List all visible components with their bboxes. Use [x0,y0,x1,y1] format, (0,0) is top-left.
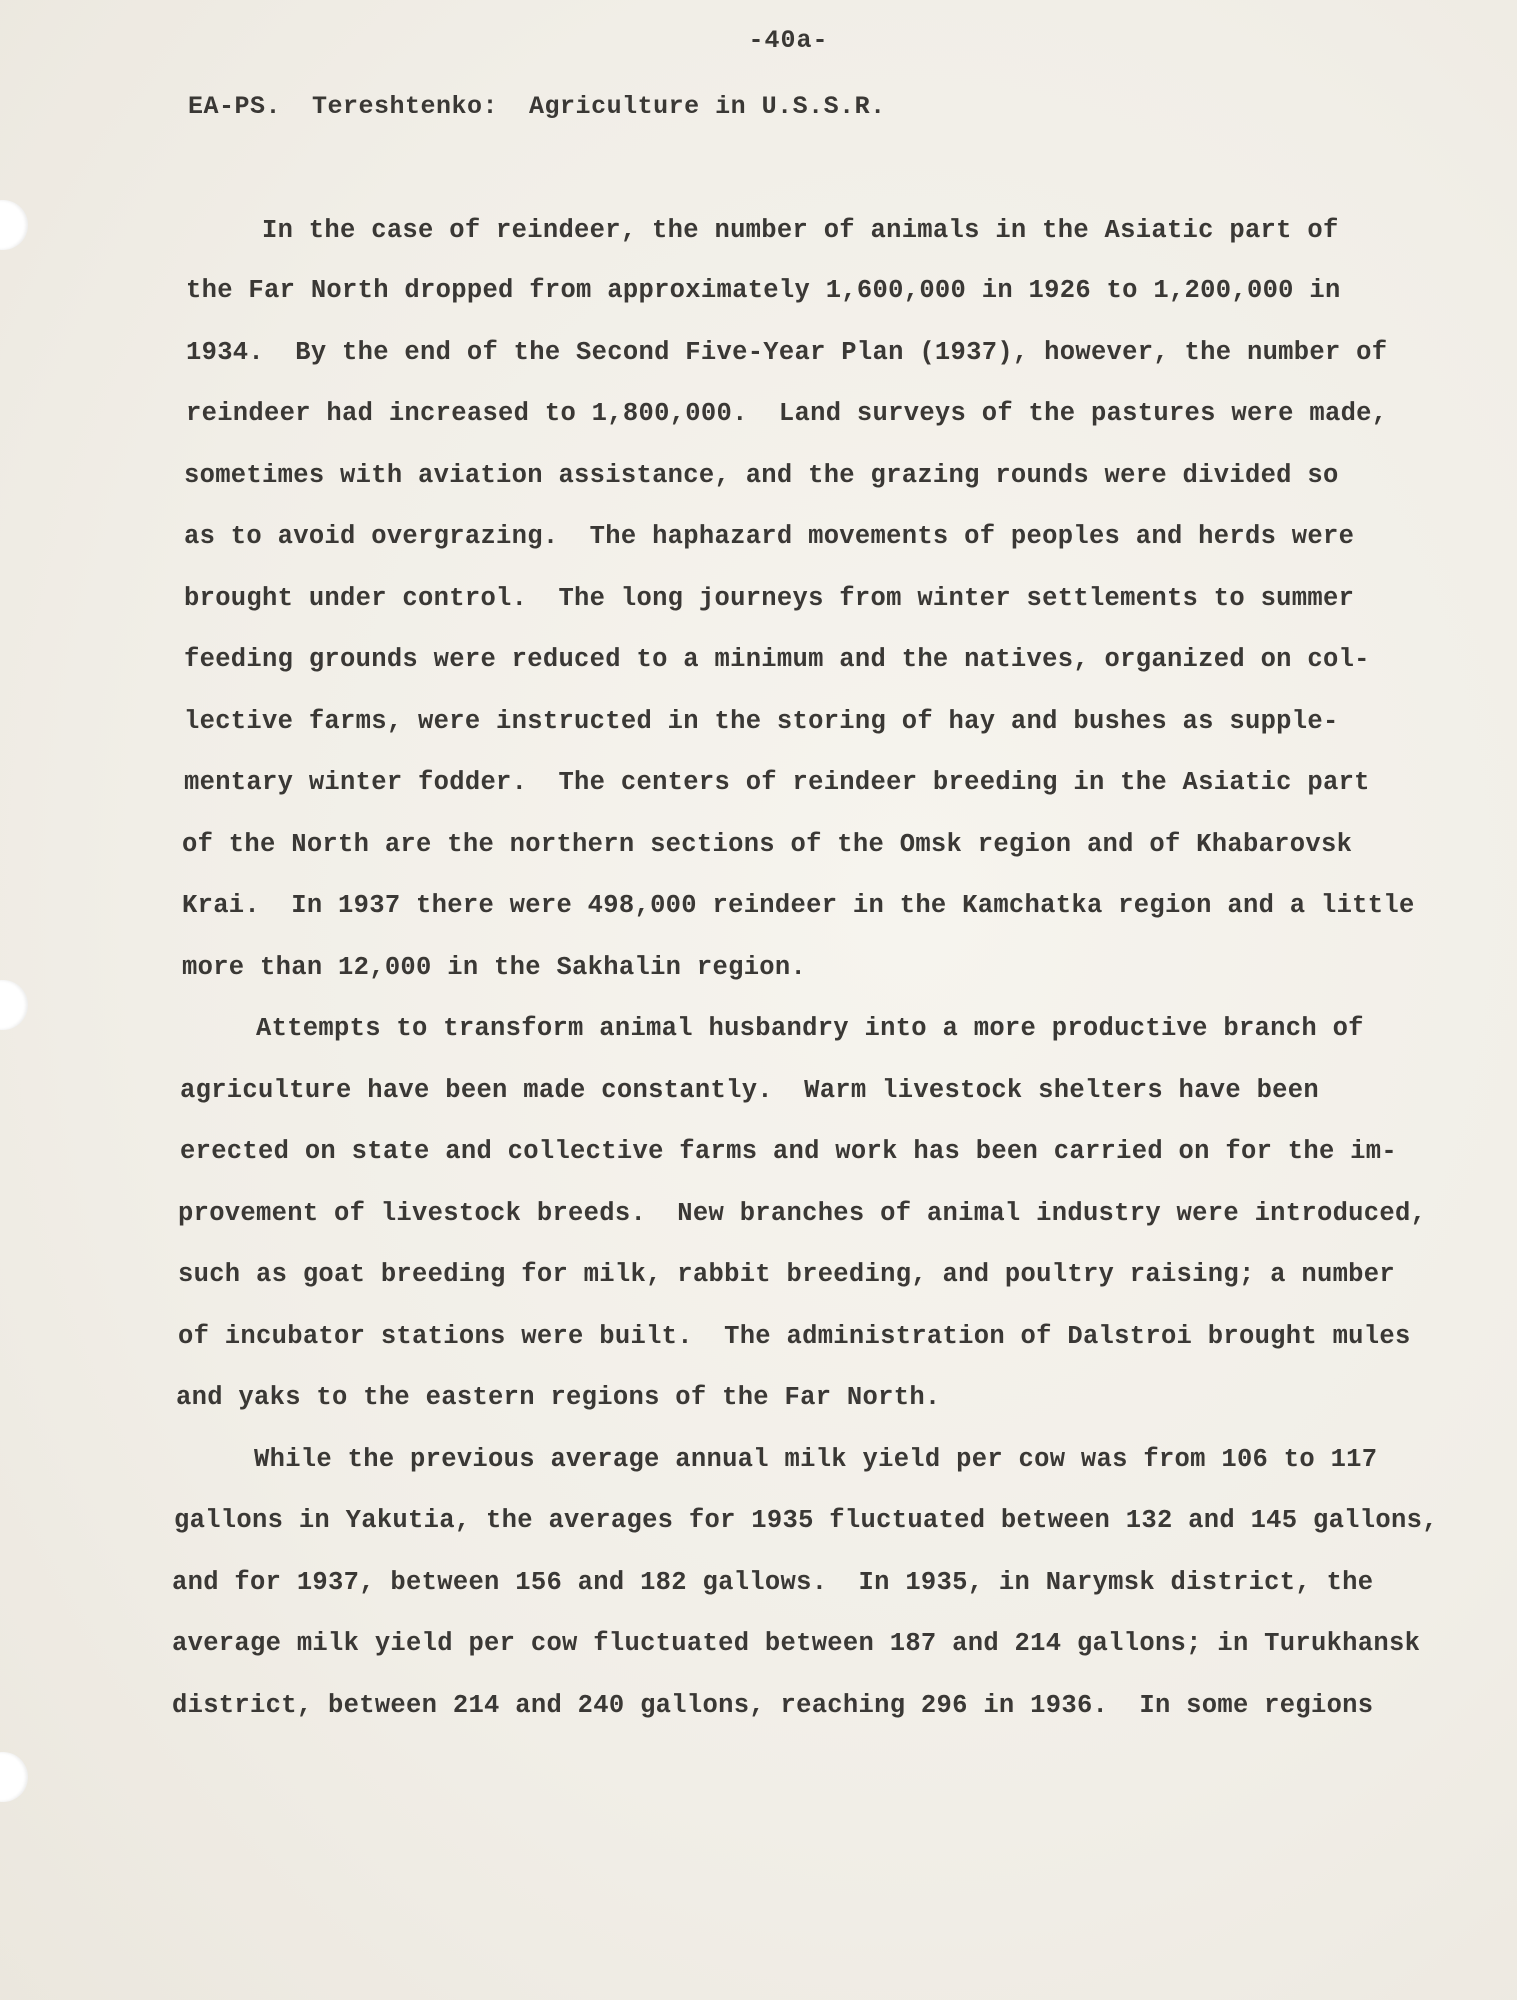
text-line: gallons in Yakutia, the averages for 1935 fluctuated between 132 and 145 gallons, [174,1506,1438,1535]
text-line: of incubator stations were built. The administration of Dalstroi brought mules [178,1322,1411,1351]
text-line: Attempts to transform animal husbandry into a more productive branch of [256,1014,1364,1043]
text-line: such as goat breeding for milk, rabbit breeding, and poultry raising; a number [178,1260,1395,1289]
punch-hole [0,980,28,1030]
text-line: Krai. In 1937 there were 498,000 reindeer in the Kamchatka region and a little [182,891,1415,920]
text-line: brought under control. The long journeys from winter settlements to summer [184,584,1355,613]
text-line: district, between 214 and 240 gallons, reaching 296 in 1936. In some regions [172,1691,1374,1720]
text-line: provement of livestock breeds. New branches of animal industry were introduced, [178,1199,1427,1228]
text-line: feeding grounds were reduced to a minimum and the natives, organized on col- [184,645,1370,674]
text-line: and yaks to the eastern regions of the Far North. [176,1383,941,1412]
text-line: reindeer had increased to 1,800,000. Land surveys of the pastures were made, [186,399,1388,428]
document-header: EA-PS. Tereshtenko: Agriculture in U.S.S.R. [188,92,886,121]
text-line: more than 12,000 in the Sakhalin region. [182,953,807,982]
text-line: In the case of reindeer, the number of animals in the Asiatic part of [262,216,1339,245]
text-line: mentary winter fodder. The centers of reindeer breeding in the Asiatic part [184,768,1370,797]
punch-hole [0,1752,28,1802]
text-line: sometimes with aviation assistance, and the grazing rounds were divided so [184,461,1339,490]
text-line: and for 1937, between 156 and 182 gallows. In 1935, in Narymsk district, the [172,1568,1374,1597]
text-line: the Far North dropped from approximately 1,600,000 in 1926 to 1,200,000 in [186,276,1341,305]
punch-hole [0,200,28,250]
text-line: as to avoid overgrazing. The haphazard movements of peoples and herds were [184,522,1355,551]
page-number: -40a- [748,26,829,55]
text-line: 1934. By the end of the Second Five-Year Plan (1937), however, the number of [186,338,1388,367]
text-line: While the previous average annual milk yield per cow was from 106 to 117 [254,1445,1378,1474]
text-line: lective farms, were instructed in the storing of hay and bushes as supple- [184,707,1339,736]
text-line: average milk yield per cow fluctuated between 187 and 214 gallons; in Turukhansk [172,1629,1421,1658]
text-line: erected on state and collective farms and work has been carried on for the im- [180,1137,1397,1166]
text-line: agriculture have been made constantly. Warm livestock shelters have been [180,1076,1319,1105]
text-line: of the North are the northern sections of the Omsk region and of Khabarovsk [182,830,1353,859]
